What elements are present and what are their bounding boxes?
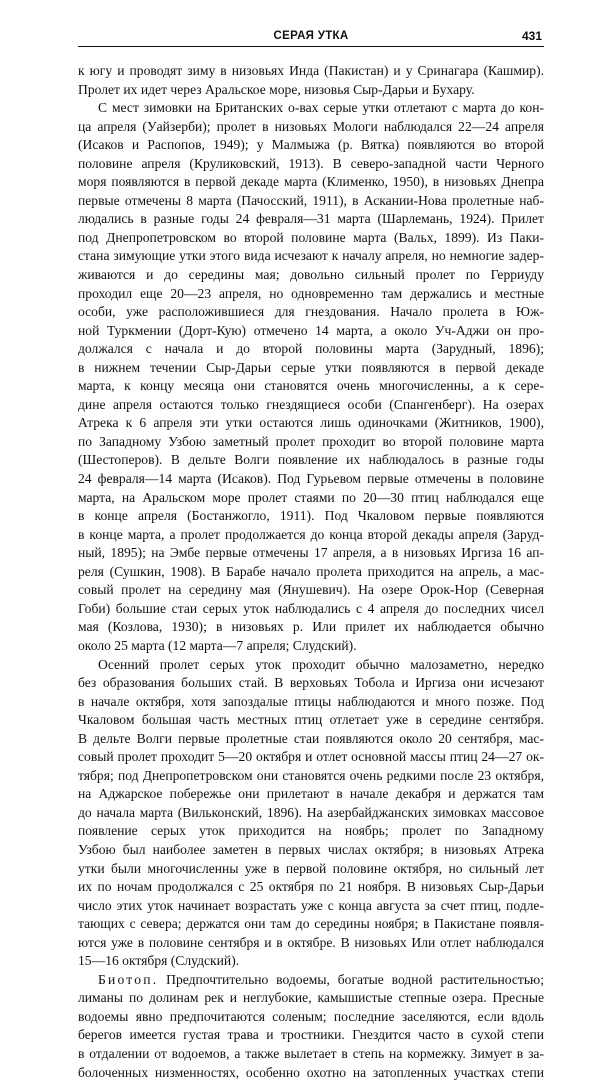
text-line: первые отмечены 8 марта (Пачосский, 1911), в Аскании-Нова пролетные наб- [78,192,544,208]
text-line: марта, к концу месяца они становятся очень многочисленны, а к сере- [78,378,544,394]
text-line: дине апреля остаются только гнездящиеся особи (Спангенберг). На озерах [78,396,544,412]
text-line: (Шестоперов). В дельте Волги появление их наблюдалось в разные годы [78,452,544,468]
text-line: ются уже в половине сентября и в октябре. В низовьях Или отлет наблюдался [78,934,544,950]
text-line: Пролет их идет через Аральское море, низовья Сыр-Дарьи и Бухару. [78,81,475,97]
text-line: около 25 марта (12 марта—7 апреля; Слудский). [78,637,357,653]
text-line: 15—16 октября (Слудский). [78,953,240,969]
text-line: к югу и проводят зиму в низовьях Инда (Пакистан) и у Сринагара (Кашмир). [78,63,544,78]
text-line: появление серых уток приходится на ноябрь; пролет по Западному [78,823,544,839]
text-line: Атрека к 6 апреля эти утки остаются лишь одиночками (Житников, 1900), [78,415,544,431]
text-line: по Западному Узбою заметный пролет проходит во второй половине марта [78,433,544,449]
running-title: СЕРАЯ УТКА [273,30,349,42]
text-line: В дельте Волги первые пролетные стаи появляются около 20 сентября, мас- [78,730,544,746]
text-line: тября; под Днепропетровском они становятся очень редкими после 23 октября, [78,767,544,783]
text-line: тающих с севера; держатся они там до середины ноября; в Пакистане появля- [78,916,544,932]
page-number: 431 [521,29,542,43]
body-text [78,62,544,1082]
text-line [78,971,544,990]
text-line: совый пролет на середину мая (Янушевич). На озере Орок-Нор (Северная [78,582,544,598]
biotop-text: Предпочтительно водоемы, богатые водной растительностью; [166,971,544,987]
text-line: (Исаков и Распопов, 1949); у Малмыжа (р. Вятка) появляются во второй [78,137,544,153]
text-line: в начале октября, хотя запоздалые птицы наблюдаются и много позже. Под [78,693,544,709]
text-line: на Аджарское побережье они прилетают в начале декабря и держатся там [78,786,544,802]
text-line: число этих уток начинает возрастать уже с конца августа за счет птиц, подле- [78,897,544,913]
text-line: половине апреля (Круликовский, 1913). В северо-западной части Черного [78,155,544,171]
text-line: лиманы по долинам рек и неглубокие, камышистые степные озера. Пресные [78,990,544,1006]
text-line: водоемы явно предпочитаются соленым; последние заселяются, если вдоль [78,1008,544,1024]
text-line: в нижнем течении Сыр-Дарьи серые утки появляются в первой декаде [78,359,544,375]
page-header [78,24,544,48]
text-line: стана зимующие утки этого вида исчезают к началу апреля, но немногие задер- [78,248,544,264]
text-line: Гоби) большие стаи серых уток наблюдались с 4 апреля до последних чисел [78,600,544,616]
text-line: их по ночам продолжался с 25 октября по 21 ноября. В низовьях Сыр-Дарьи [78,879,544,895]
text-line: без образования больших стай. В верховьях Тобола и Иргиза они исчезают [78,675,544,691]
text-line: Чкаловом большая часть местных птиц отлетает уже в середине сентября. [78,712,544,728]
text-line: до начала марта (Вильконский, 1896). На азербайджанских зимовках массовое [78,804,544,820]
text-line: людались в разные годы 24 февраля—31 марта (Шарлемань, 1924). Прилет [78,211,544,227]
text-line: марта, на Аральском море пролет стаями по 20—30 птиц наблюдался еще [78,489,544,505]
text-line: в конце апреля (Бостанжогло, 1911). Под Чкаловом первые появляются [78,508,544,524]
text-line: в отдалении от водоемов, а также вылетает в степь на кормежку. Зимует в за- [78,1045,544,1061]
text-line: мая (Козлова, 1930); в низовьях р. Или прилет их наблюдается обычно [78,619,544,635]
biotop-label: Биотоп. [98,971,159,987]
text-line: болоченных низменностях, особенно охотно на затопленных участках степи [78,1064,544,1080]
text-line: под Днепропетровском во второй половине марта (Вальх, 1899). Из Паки- [78,229,544,245]
header-rule [78,46,544,47]
text-line: берегов имеется густая трава и тростники. Гнездится часто в сухой степи [78,1027,544,1043]
text-line: С мест зимовки на Британских о-вах серые утки отлетают с марта до кон- [98,100,544,116]
text-line: ца апреля (Уайзерби); пролет в низовьях Мологи наблюдался 22—24 апреля [78,118,544,134]
text-line: должался с начала и до второй половины марта (Зарудный, 1896); [78,341,544,357]
text-line: проходил еще 20—23 апреля, но одновременно там держались и местные [78,285,544,301]
text-line: в конце марта, а пролет продолжается до конца второй декады апреля (Заруд- [78,526,544,542]
text-line: ной Туркмении (Дорт-Кую) отмечено 14 марта, а около Уч-Аджи он про- [78,322,544,338]
text-line: утки были многочисленны уже в первой половине октября, но сильный лет [78,860,544,876]
text-line: живаются и до середины мая; довольно сильный пролет по Герриуду [78,267,544,283]
text-line: Узбою был наиболее заметен в первых числах октября; в низовьях Атрека [78,841,544,857]
text-line: особи, уже расположившиеся для гнездования. Начало пролета в Юж- [78,304,544,320]
text-line: 24 февраля—14 марта (Исаков). Под Гурьевом первые отмечены в половине [78,471,544,487]
text-line: реля (Сушкин, 1908). В Барабе начало пролета приходится на апрель, а мас- [78,563,544,579]
text-line: моря появляются в первой декаде марта (Клименко, 1950), в низовьях Днепра [78,174,544,190]
text-line: ный, 1895); на Эмбе первые отмечены 17 апреля, а в низовьях Иргиза 16 ап- [78,545,544,561]
text-line: совый пролет проходит 5—20 октября и отлет основной массы птиц 24—27 ок- [78,749,544,765]
text-line: Осенний пролет серых уток проходит обычно малозаметно, нередко [98,656,544,672]
